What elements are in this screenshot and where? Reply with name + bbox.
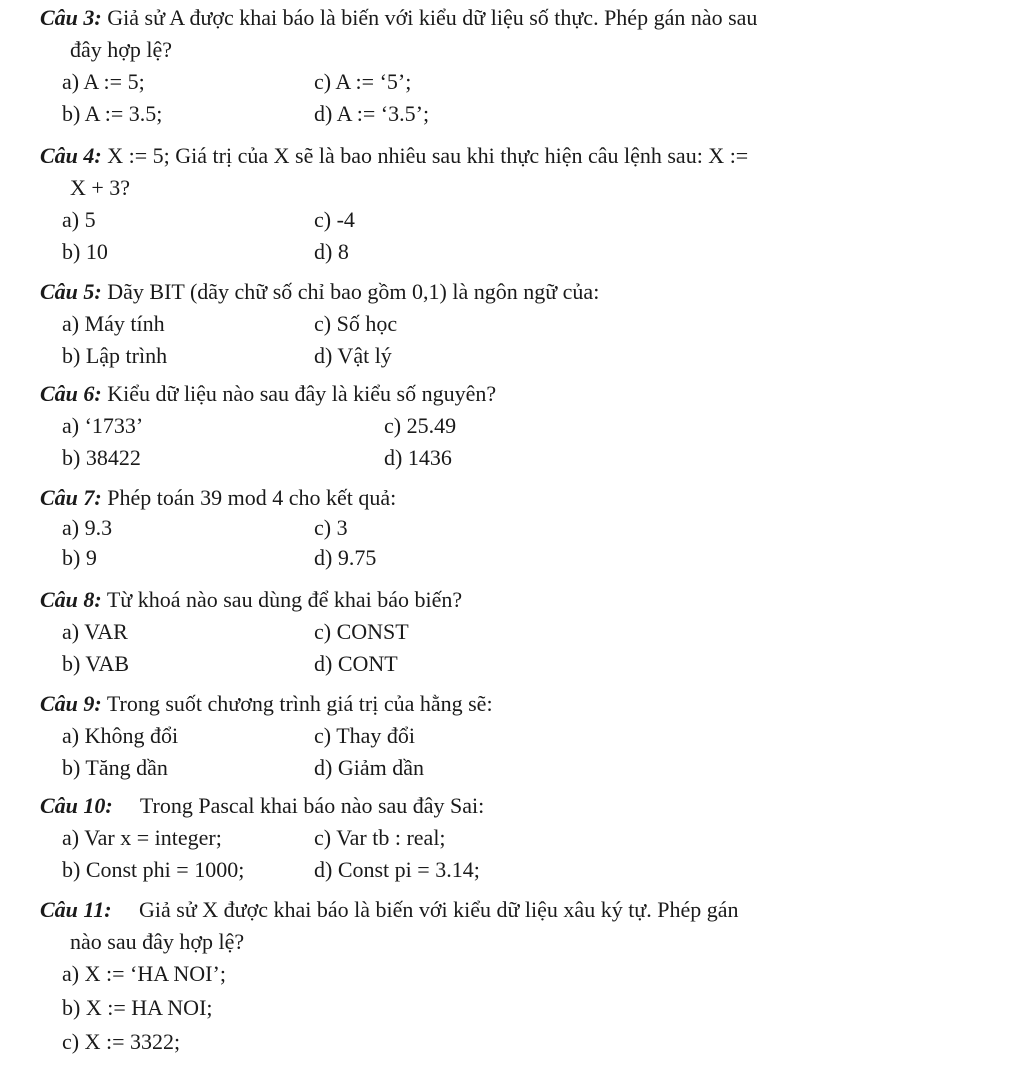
question-3-option-d: d) A := ‘3.5’; [314,101,430,126]
question-11-option-b: b) X := HA NOI; [62,995,213,1020]
question-4-text: X := 5; Giá trị của X sẽ là bao nhiêu sau khi thực hiện câu lệnh sau: X := [101,143,749,168]
question-10-option-a: a) Var x = integer; [62,825,222,850]
question-9-option-c: c) Thay đổi [314,723,416,748]
question-10-text: Trong Pascal khai báo nào sau đây Sai: [112,793,485,818]
question-5-line-1 [40,278,599,306]
question-8-option-c: c) CONST [314,619,409,644]
question-5-text: Dãy BIT (dãy chữ số chỉ bao gồm 0,1) là ngôn ngữ của: [101,279,600,304]
question-7-line-1 [40,484,396,512]
question-3-option-b: b) A := 3.5; [62,101,163,126]
question-6-option-d: d) 1436 [384,445,452,470]
question-6-option-a: a) ‘1733’ [62,413,144,438]
question-7-option-c: c) 3 [314,515,348,540]
question-3-line-2: đây hợp lệ? [70,37,173,62]
question-6-option-c: c) 25.49 [384,413,457,438]
question-5-option-d: d) Vật lý [314,343,392,368]
question-7-option-d: d) 9.75 [314,545,377,570]
question-9-number: Câu 9: [40,691,102,716]
question-7-number: Câu 7: [40,485,102,510]
question-4-line-1 [40,142,748,170]
question-7-option-a: a) 9.3 [62,515,113,540]
question-6-option-b: b) 38422 [62,445,141,470]
question-9-option-b: b) Tăng dần [62,755,168,780]
question-7-option-b: b) 9 [62,545,97,570]
question-5-number: Câu 5: [40,279,102,304]
question-3-line-1 [40,4,757,32]
question-10-line-1 [40,792,484,820]
question-10-option-b: b) Const phi = 1000; [62,857,245,882]
question-6-text: Kiểu dữ liệu nào sau đây là kiểu số nguyên? [101,381,497,406]
question-11-line-2: nào sau đây hợp lệ? [70,929,245,954]
question-9-text: Trong suốt chương trình giá trị của hằng sẽ: [101,691,493,716]
question-3-option-a: a) A := 5; [62,69,145,94]
question-11-line-1 [40,896,739,924]
question-3-option-c: c) A := ‘5’; [314,69,412,94]
question-11-option-a: a) X := ‘HA NOI’; [62,961,226,986]
question-4-option-a: a) 5 [62,207,96,232]
question-8-option-a: a) VAR [62,619,128,644]
question-4-option-d: d) 8 [314,239,349,264]
question-9-option-a: a) Không đổi [62,723,179,748]
question-8-option-d: d) CONT [314,651,398,676]
question-4-option-b: b) 10 [62,239,108,264]
question-4-number: Câu 4: [40,143,102,168]
question-3-number: Câu 3: [40,5,102,30]
question-6-number: Câu 6: [40,381,102,406]
question-11-number: Câu 11: [40,897,112,922]
question-4-option-c: c) -4 [314,207,355,232]
question-6-line-1 [40,380,496,408]
question-8-number: Câu 8: [40,587,102,612]
question-11-text: Giả sử X được khai báo là biến với kiểu dữ liệu xâu ký tự. Phép gán [111,897,739,922]
question-10-number: Câu 10: [40,793,113,818]
question-8-option-b: b) VAB [62,651,130,676]
question-5-option-a: a) Máy tính [62,311,165,336]
question-8-line-1 [40,586,462,614]
question-5-option-c: c) Số học [314,311,398,336]
question-3-text: Giả sử A được khai báo là biến với kiểu dữ liệu số thực. Phép gán nào sau [101,5,758,30]
question-8-text: Từ khoá nào sau dùng để khai báo biến? [101,587,463,612]
question-9-option-d: d) Giảm dần [314,755,424,780]
question-9-line-1 [40,690,493,718]
question-7-text: Phép toán 39 mod 4 cho kết quả: [101,485,397,510]
question-5-option-b: b) Lập trình [62,343,168,368]
question-10-option-d: d) Const pi = 3.14; [314,857,480,882]
question-4-line-2: X + 3? [70,175,131,200]
question-10-option-c: c) Var tb : real; [314,825,446,850]
question-11-option-c: c) X := 3322; [62,1029,181,1054]
